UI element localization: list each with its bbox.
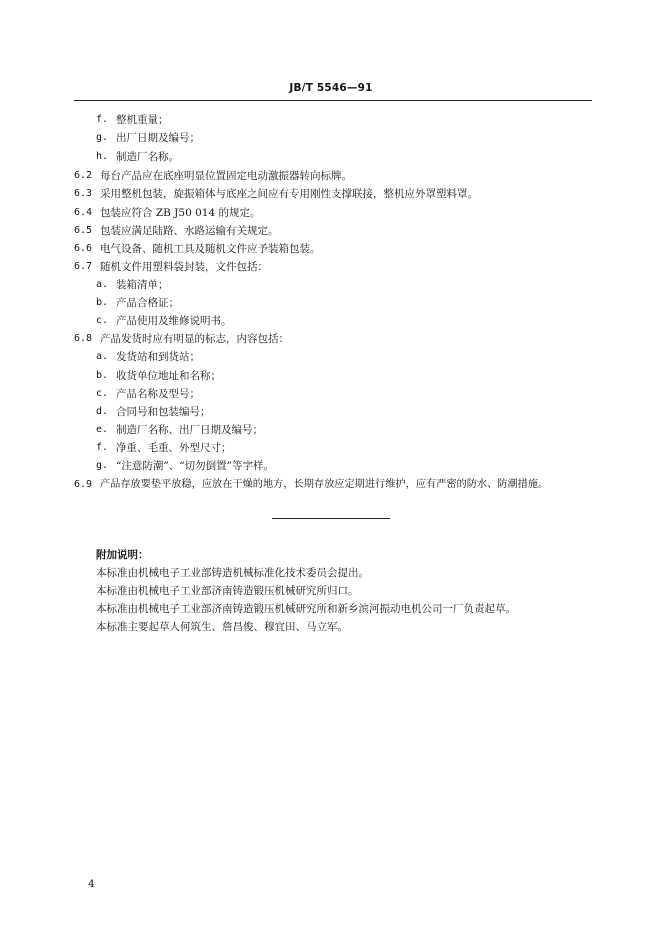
item-text: 制造厂名称。 bbox=[116, 151, 179, 163]
item-text: “注意防潮”、“切勿倒置”等字样。 bbox=[116, 460, 274, 472]
item-text: 整机重量； bbox=[116, 114, 169, 126]
item-text: 产品合格证； bbox=[116, 297, 179, 309]
header-rule bbox=[74, 100, 592, 101]
item-label: c. bbox=[96, 315, 109, 326]
item-label: g. bbox=[96, 460, 109, 471]
clause-number: 6.4 bbox=[74, 207, 93, 218]
clause-text: 采用整机包装，旋振箱体与底座之间应有专用刚性支撑联接，整机应外罩塑料罩。 bbox=[100, 188, 478, 200]
item-label: b. bbox=[96, 297, 109, 308]
clause-number: 6.6 bbox=[74, 243, 93, 254]
appendix-line: 本标准由机械电子工业部铸造机械标准化技术委员会提出。 bbox=[96, 567, 369, 579]
clause-text: 包装应符合 ZB J50 014 的规定。 bbox=[100, 207, 261, 219]
item-text: 制造厂名称、出厂日期及编号； bbox=[116, 424, 263, 436]
item-text: 合同号和包装编号； bbox=[116, 406, 211, 418]
item-label: c. bbox=[96, 388, 109, 399]
item-label: h. bbox=[96, 151, 109, 162]
clause-number: 6.8 bbox=[74, 333, 93, 344]
item-label: f. bbox=[96, 114, 109, 125]
item-label: b. bbox=[96, 370, 109, 381]
item-text: 收货单位地址和名称； bbox=[116, 370, 221, 382]
clause-text: 产品发货时应有明显的标志，内容包括： bbox=[100, 333, 289, 345]
item-text: 产品使用及维修说明书。 bbox=[116, 315, 232, 327]
item-label: f. bbox=[96, 442, 109, 453]
page-header: JB/T 5546—91 bbox=[289, 82, 373, 94]
item-text: 装箱清单； bbox=[116, 279, 169, 291]
clause-number: 6.3 bbox=[74, 188, 93, 199]
clause-text: 随机文件用塑料袋封装，文件包括： bbox=[100, 261, 268, 273]
item-text: 发货站和到货站； bbox=[116, 351, 200, 363]
clause-number: 6.5 bbox=[74, 225, 93, 236]
item-label: d. bbox=[96, 406, 109, 417]
appendix-line: 本标准主要起草人何筑生、詹昌俊、穆宜田、马立军。 bbox=[96, 621, 348, 633]
clause-text: 每台产品应在底座明显位置固定电动激振器转向标牌。 bbox=[100, 170, 352, 182]
item-label: a. bbox=[96, 351, 109, 362]
clause-text: 包装应满足陆路、水路运输有关规定。 bbox=[100, 225, 279, 237]
appendix-line: 本标准由机械电子工业部济南铸造锻压机械研究所和新乡滨河振动电机公司一厂负责起草。 bbox=[96, 603, 516, 615]
item-text: 产品名称及型号； bbox=[116, 388, 200, 400]
item-label: e. bbox=[96, 424, 109, 435]
section-divider bbox=[272, 518, 390, 519]
clause-number: 6.2 bbox=[74, 170, 93, 181]
clause-text: 产品存放要垫平放稳，应放在干燥的地方，长期存放应定期进行维护，应有严密的防水、防潮措施。 bbox=[100, 479, 549, 490]
item-label: g. bbox=[96, 132, 109, 143]
appendix-line: 本标准由机械电子工业部济南铸造锻压机械研究所归口。 bbox=[96, 585, 359, 597]
appendix-title: 附加说明： bbox=[96, 549, 149, 561]
item-text: 净重、毛重、外型尺寸； bbox=[116, 442, 232, 454]
clause-text: 电气设备、随机工具及随机文件应予装箱包装。 bbox=[100, 243, 321, 255]
item-text: 出厂日期及编号； bbox=[116, 132, 200, 144]
item-label: a. bbox=[96, 279, 109, 290]
clause-number: 6.9 bbox=[74, 479, 93, 490]
clause-number: 6.7 bbox=[74, 261, 93, 272]
page-number: 4 bbox=[88, 878, 95, 890]
